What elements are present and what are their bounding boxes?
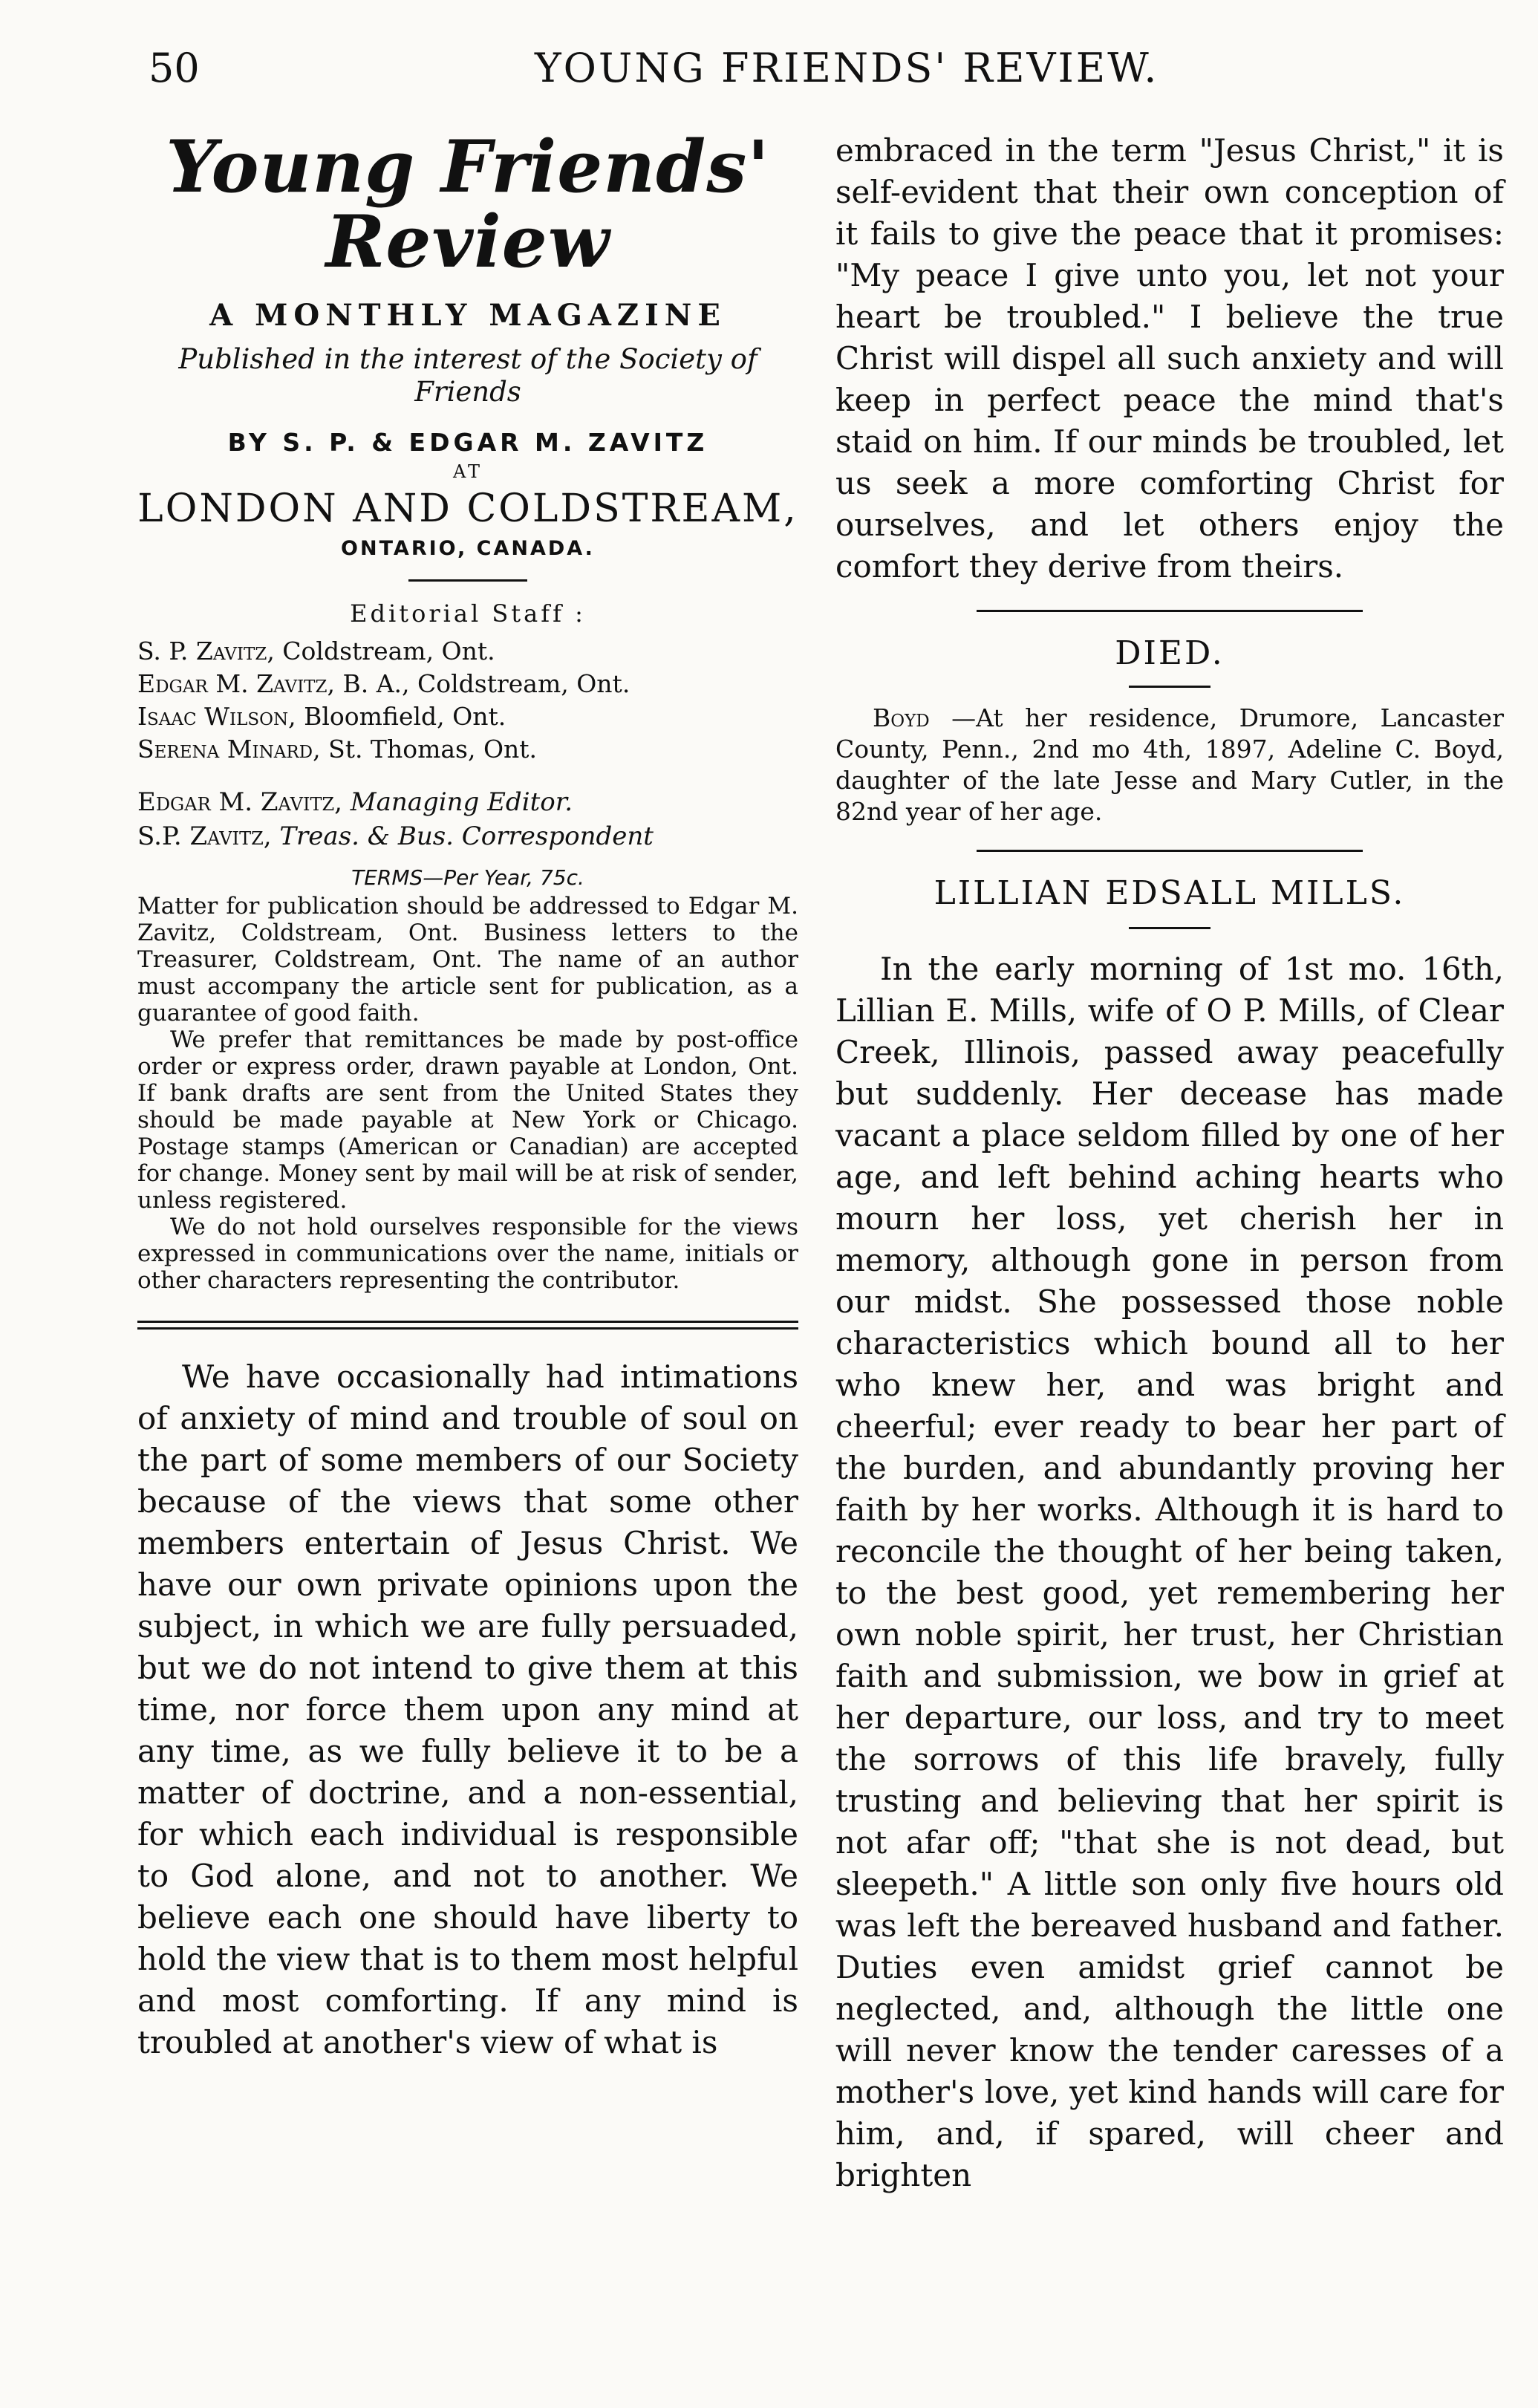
masthead-subtitle: A MONTHLY MAGAZINE [209,297,726,333]
staff-member: Isaac Wilson, Bloomfield, Ont. [137,702,506,732]
masthead-country: ONTARIO, CANADA. [341,537,595,561]
divider [977,850,1363,852]
masthead-at: AT [452,461,483,483]
running-header [0,45,1538,111]
page-number: 50 [149,45,200,91]
terms-paragraph: Matter for publication should be addressed to Edgar M. Zavitz, Coldstream, Ont. Business letters to the Treasurer, Coldstream, Ont. The name of an author must accompany the article sent for publication, as a guarantee of good faith. [137,893,798,1027]
staff-member: S. P. Zavitz, Coldstream, Ont. [137,637,495,666]
masthead-publishers: BY S. P. & EDGAR M. ZAVITZ [227,428,708,458]
terms-paragraph: We do not hold ourselves responsible for the views expressed in communications over the name, initials or other characters representing the contributor. [137,1214,798,1295]
divider [977,610,1363,612]
treasurer: S.P. Zavitz, Treas. & Bus. Correspondent [137,821,654,852]
left-column [137,125,798,2063]
terms-label: TERMS—Per Year, 75c. [351,865,584,891]
death-notice: Boyd —At her residence, Drumore, Lancaster County, Penn., 2nd mo 4th, 1897, Adeline C. Boyd, daughter of the late Jesse and Mary Cutler, in the 82nd year of her age. [835,703,1504,826]
died-heading: DIED. [1115,634,1225,672]
staff-member: Serena Minard, St. Thomas, Ont. [137,735,538,764]
divider [1129,686,1210,688]
masthead-title: Young Friends' Review [166,125,770,284]
masthead [137,125,798,561]
masthead-place: LONDON AND COLDSTREAM, [137,487,798,532]
obituary-heading: LILLIAN EDSALL MILLS. [933,874,1406,912]
managing-editor: Edgar M. Zavitz, Managing Editor. [137,787,573,818]
terms-paragraph: We prefer that remittances be made by post-office order or express order, drawn payable at London, Ont. If bank drafts are sent from the United States they should be made payable at New York or Chicago. Postage stamps (American or Canadian) are accepted for change. Money sent by mail will be at risk of sender, unless registered. [137,1026,798,1214]
editorial-article-continued: embraced in the term "Jesus Christ," it is self-evident that their own conception of it fails to give the peace that it promises: "My peace I give unto you, let not your heart be troubled." I believe the true Christ will dispel all such anxiety and will keep in perfect peace the mind that's staid on him. If our minds be troubled, let us seek a more comforting Christ for ourselves, and let others enjoy the comfort they derive from theirs. [835,132,1504,585]
staff-member: Edgar M. Zavitz, B. A., Coldstream, Ont. [137,669,630,699]
obituary-text: In the early morning of 1st mo. 16th, Lillian E. Mills, wife of O P. Mills, of Clear Creek, Illinois, passed away peacefully but suddenly. Her decease has made vacant a place seldom filled by one of her age, and left behind aching hearts who mourn her loss, yet cherish her in memory, although gone in person from our midst. She possessed those noble characteristics which bound all to her who knew her, and was bright and cheerful; ever ready to bear her part of the burden, and abundantly proving her faith by her works. Although it is hard to reconcile the thought of her being taken, to the best good, yet remembering her own noble spirit, her trust, her Christian faith and submission, we bow in grief at her departure, our loss, and try to meet the sorrows of this life bravely, fully trusting and believing that her spirit is not afar off; "that she is not dead, but sleepeth." A little son only five hours old was left the bereaved husband and father. Duties even amidst grief cannot be neglected, and, although the little one will never know the tender caresses of a mother's love, yet kind hands will care for him, and, if spared, will cheer and brighten [835,951,1504,2193]
divider [408,579,527,582]
editorial-staff [137,599,798,853]
editorial-article: We have occasionally had intimations of anxiety of mind and trouble of soul on the part of some members of our Society because of the views that some other members entertain of Jesus Christ. We have our own private opinions upon the subject, in which we are fully persuaded, but we do not intend to give them at this time, nor force them upon any mind at any time, as we fully believe it to be a matter of doctrine, and a non-essential, for which each individual is responsible to God alone, and not to another. We believe each one should have liberty to hold the view that is to them most helpful and most comforting. If any mind is troubled at another's view of what is [137,1358,798,2061]
divider [1129,927,1210,929]
running-title: YOUNG FRIENDS' REVIEW. [535,45,1159,91]
editorial-heading: Editorial Staff : [350,599,586,628]
right-column [835,130,1504,2196]
double-divider [137,1321,798,1330]
masthead-published: Published in the interest of the Society of Friends [178,342,757,408]
